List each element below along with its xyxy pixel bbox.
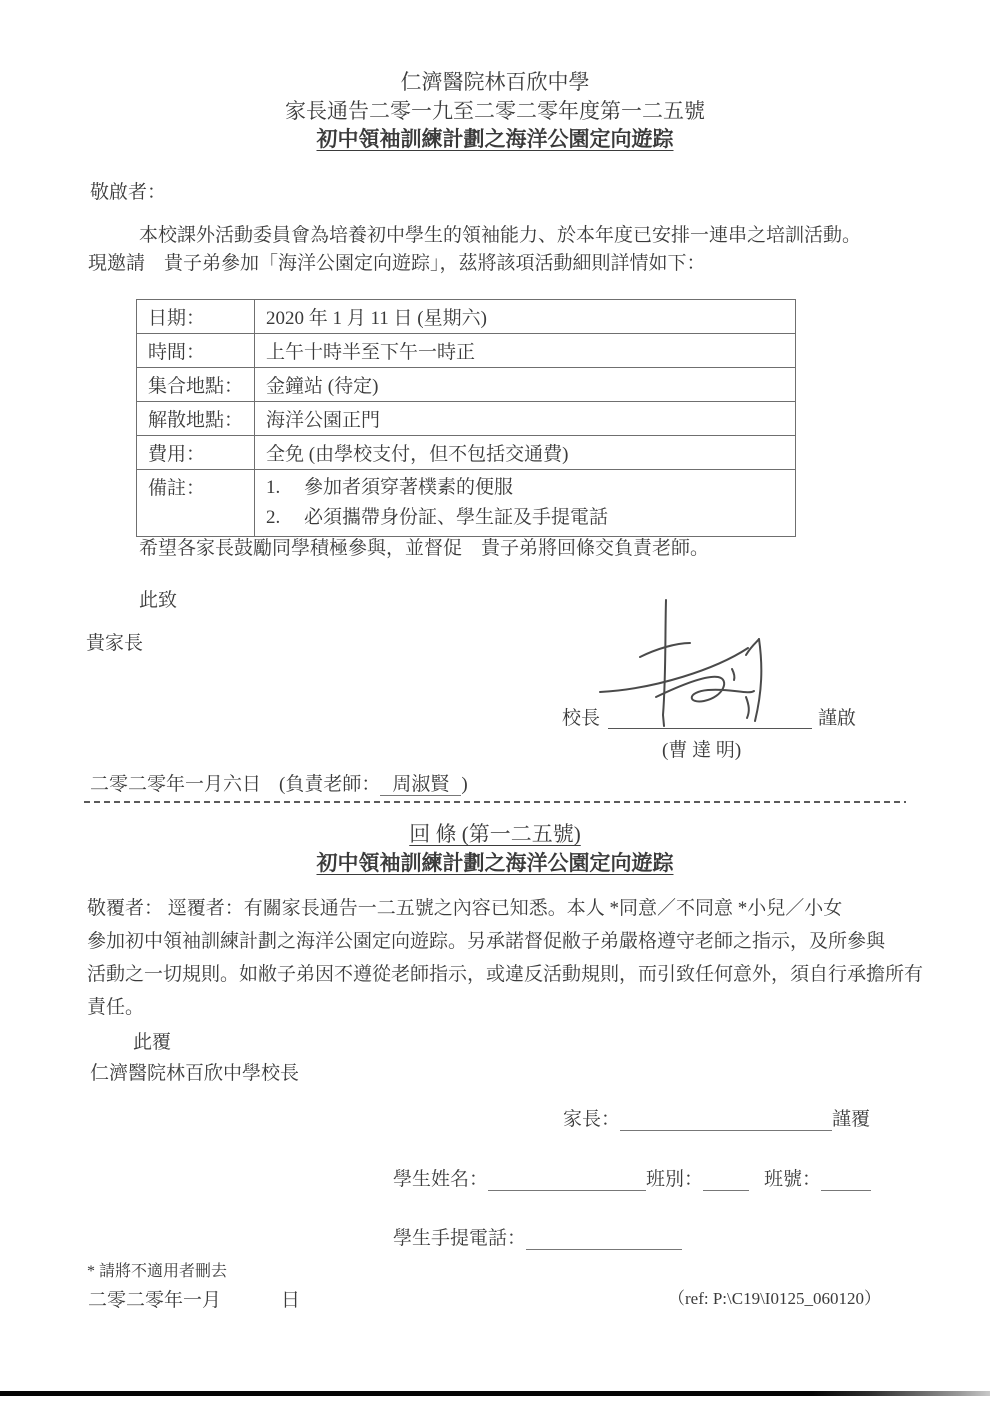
- class-label: 班別：: [646, 1169, 704, 1190]
- reply-slip-header: [0, 818, 990, 848]
- jin-fu: 謹覆: [832, 1109, 871, 1130]
- activity-details-table: [136, 299, 796, 537]
- hope-line: 希望各家長鼓勵同學積極參與，並督促 貴子弟將回條交負責老師。: [139, 538, 710, 559]
- issue-date: 二零二零年一月六日: [90, 774, 262, 795]
- reply-principal-line: 仁濟醫院林百欣中學校長: [90, 1063, 300, 1084]
- teacher-name: 周淑賢: [380, 774, 461, 796]
- recipient: 貴家長: [86, 633, 144, 654]
- principal-label: 校長: [562, 708, 601, 729]
- row-label: 日期：: [137, 300, 255, 334]
- row-value: 海洋公園正門: [255, 402, 796, 436]
- file-ref: （ref: P:\C19\I0125_060120）: [668, 1289, 881, 1308]
- row-label: 時間：: [137, 334, 255, 368]
- cifu: 此覆: [133, 1032, 172, 1053]
- reply-body-line-1: 敬覆者： 逕覆者：有關家長通告一二五號之內容已知悉。本人 *同意／不同意 *小兒／小女: [87, 898, 843, 919]
- reply-slip-header-text: 回 條 (第一二五號): [409, 822, 581, 846]
- reply-body-line-4: 責任。: [87, 997, 145, 1018]
- notice-title: [0, 123, 990, 153]
- teacher-open: (負責老師：: [279, 774, 381, 795]
- row-value: 2020 年 1 月 11 日 (星期六): [255, 300, 796, 334]
- parent-signature-blank: [620, 1111, 832, 1131]
- intro-line-2: 現邀請 貴子弟參加「海洋公園定向遊踪」，茲將該項活動細則詳情如下：: [88, 253, 706, 274]
- class-no-blank: [821, 1171, 871, 1191]
- class-no-label: 班號：: [764, 1169, 822, 1190]
- row-label: 備註：: [137, 470, 255, 537]
- row-label: 集合地點：: [137, 368, 255, 402]
- student-name-blank: [488, 1171, 646, 1191]
- class-blank: [703, 1171, 749, 1191]
- row-label: 費用：: [137, 436, 255, 470]
- reply-date-month: 二零二零年一月: [88, 1290, 222, 1311]
- reply-body-line-2: 參加初中領袖訓練計劃之海洋公園定向遊踪。另承諾督促敝子弟嚴格遵守老師之指示，及所參與: [87, 931, 886, 952]
- student-phone-row: [393, 1223, 682, 1250]
- salutation: 敬啟者：: [90, 182, 167, 203]
- reply-slip-title: [0, 847, 990, 877]
- teacher-close: ): [461, 774, 468, 795]
- row-label: 解散地點：: [137, 402, 255, 436]
- table-row-dismissal-point: [137, 402, 796, 436]
- reply-body: [87, 892, 923, 1024]
- remark-line-2: 2. 必須攜帶身份証、學生証及手提電話: [266, 507, 609, 528]
- student-phone-label: 學生手提電話：: [393, 1228, 527, 1249]
- row-value: 上午十時半至下午一時正: [255, 334, 796, 368]
- notice-title-text: 初中領袖訓練計劃之海洋公園定向遊踪: [316, 127, 674, 151]
- student-info-row: [393, 1164, 871, 1191]
- reply-body-line-3: 活動之一切規則。如敝子弟因不遵從老師指示，或違反活動規則，而引致任何意外，須自行承擔所有: [87, 964, 924, 985]
- student-name-label: 學生姓名：: [393, 1169, 489, 1190]
- reply-date-day: 日: [281, 1290, 301, 1311]
- reply-date-row: [88, 1285, 300, 1312]
- jin-qi: 謹啟: [818, 708, 857, 729]
- row-value: 全免 (由學校支付，但不包括交通費): [255, 436, 796, 470]
- table-row-meeting-point: [137, 368, 796, 402]
- scan-artifact-bar: [0, 1391, 990, 1396]
- table-row-fee: [137, 436, 796, 470]
- cizhi: 此致: [139, 590, 178, 611]
- intro-line-1: 本校課外活動委員會為培養初中學生的領袖能力、於本年度已安排一連串之培訓活動。: [139, 225, 862, 246]
- footnote: * 請將不適用者刪去: [87, 1263, 228, 1280]
- parent-signature-row: [563, 1104, 870, 1131]
- reply-slip-title-text: 初中領袖訓練計劃之海洋公園定向遊踪: [316, 851, 674, 875]
- table-row-remarks: [137, 470, 796, 537]
- school-name: 仁濟醫院林百欣中學: [400, 70, 590, 94]
- table-row-date: [137, 300, 796, 334]
- table-row-time: [137, 334, 796, 368]
- remark-line-1: 1. 參加者須穿著樸素的便服: [266, 477, 514, 498]
- cut-line: [84, 801, 906, 803]
- issue-date-line: [90, 769, 468, 796]
- row-value: [255, 470, 796, 537]
- notice-number-line: 家長通告二零一九至二零二零年度第一二五號: [285, 99, 705, 123]
- parent-label: 家長：: [563, 1109, 621, 1130]
- principal-name: (曹 達 明): [662, 740, 742, 761]
- row-value: 金鐘站 (待定): [255, 368, 796, 402]
- principal-signature-line: [608, 702, 812, 729]
- student-phone-blank: [526, 1230, 682, 1250]
